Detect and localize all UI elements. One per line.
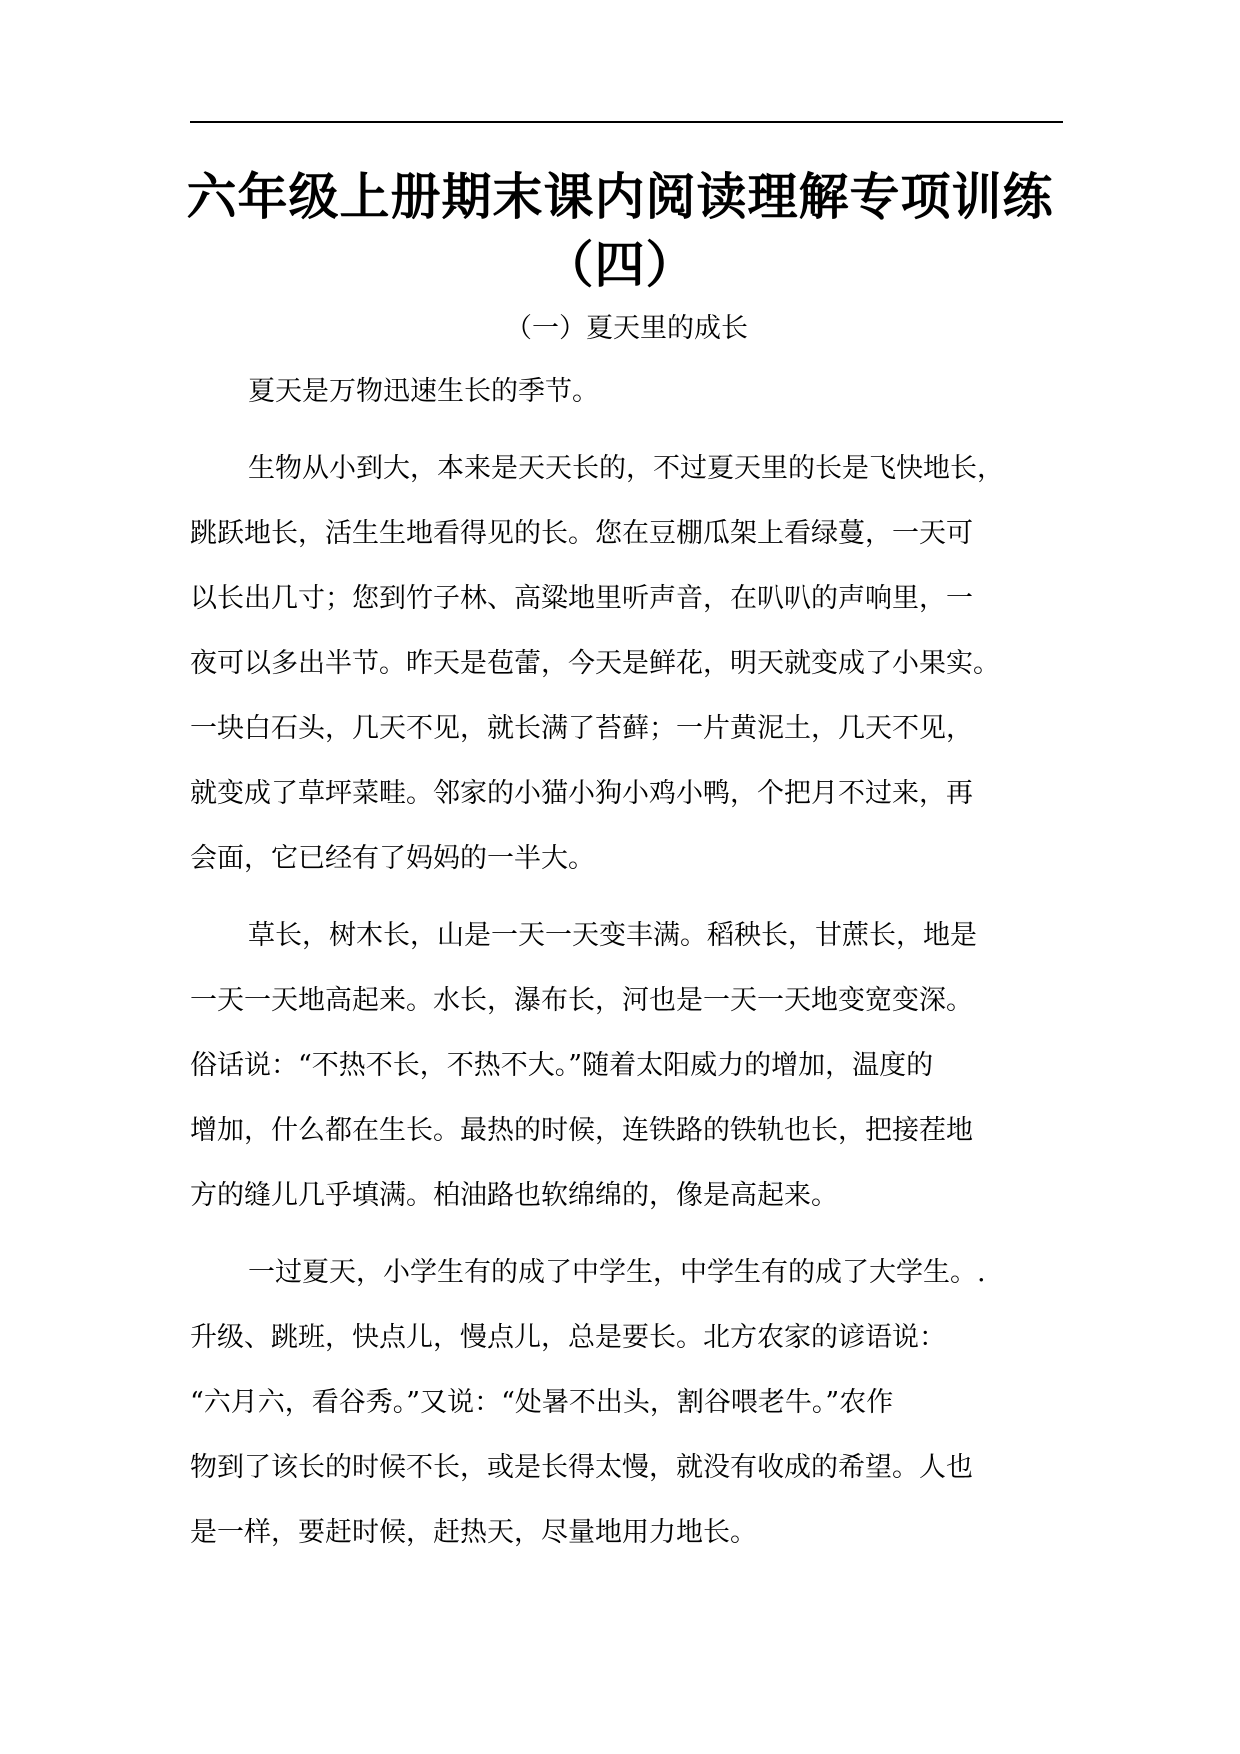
paragraph: [190, 1253, 1070, 1578]
paragraph-line: 升级、跳班，快点儿，慢点儿，总是要长。北方农家的谚语说：: [190, 1322, 946, 1353]
paragraph-line: 俗话说：“不热不长，不热不大。”随着太阳威力的增加，温度的: [190, 1050, 934, 1081]
paragraph: [190, 449, 1070, 904]
paragraph-line: “六月六，看谷秀。”又说：“处暑不出头，割谷喂老牛。”农作: [190, 1387, 894, 1418]
paragraph-line: 生物从小到大，本来是天天长的，不过夏天里的长是飞快地长，: [248, 453, 1004, 484]
paragraph-line: 物到了该长的时候不长，或是长得太慢，就没有收成的希望。人也: [190, 1452, 973, 1483]
paragraph-line: 是一样，要赶时候，赶热天，尽量地用力地长。: [190, 1517, 757, 1548]
paragraph-line: 增加，什么都在生长。最热的时候，连铁路的铁轨也长，把接茬地: [190, 1115, 973, 1146]
paragraph-line: 一过夏天，小学生有的成了中学生，中学生有的成了大学生。.: [248, 1257, 986, 1288]
title-line: （四）: [543, 236, 697, 294]
article-body: [190, 372, 1070, 1590]
section-subtitle: （一）夏天里的成长: [505, 313, 748, 344]
paragraph-line: 以长出几寸；您到竹子林、高粱地里听声音，在叭叭的声响里，一: [190, 583, 973, 614]
paragraph-line: 一天一天地高起来。水长，瀑布长，河也是一天一天地变宽变深。: [190, 985, 973, 1016]
page-title: [150, 163, 1090, 299]
title-line: 六年级上册期末课内阅读理解专项训练: [186, 168, 1054, 226]
paragraph-line: 草长，树木长，山是一天一天变丰满。稻秧长，甘蔗长，地是: [248, 920, 977, 951]
paragraph: [190, 916, 1070, 1241]
paragraph-line: 夜可以多出半节。昨天是苞蕾，今天是鲜花，明天就变成了小果实。: [190, 648, 1000, 679]
paragraph: [190, 372, 1070, 437]
paragraph-line: 一块白石头，几天不见，就长满了苔藓；一片黄泥土，几天不见，: [190, 713, 973, 744]
header-rule: [190, 121, 1063, 123]
paragraph-line: 夏天是万物迅速生长的季节。: [248, 376, 599, 407]
paragraph-line: 跳跃地长，活生生地看得见的长。您在豆棚瓜架上看绿蔓，一天可: [190, 518, 973, 549]
paragraph-line: 会面，它已经有了妈妈的一半大。: [190, 843, 595, 874]
paragraph-line: 就变成了草坪菜畦。邻家的小猫小狗小鸡小鸭，个把月不过来，再: [190, 778, 973, 809]
paragraph-line: 方的缝儿几乎填满。柏油路也软绵绵的，像是高起来。: [190, 1180, 838, 1211]
